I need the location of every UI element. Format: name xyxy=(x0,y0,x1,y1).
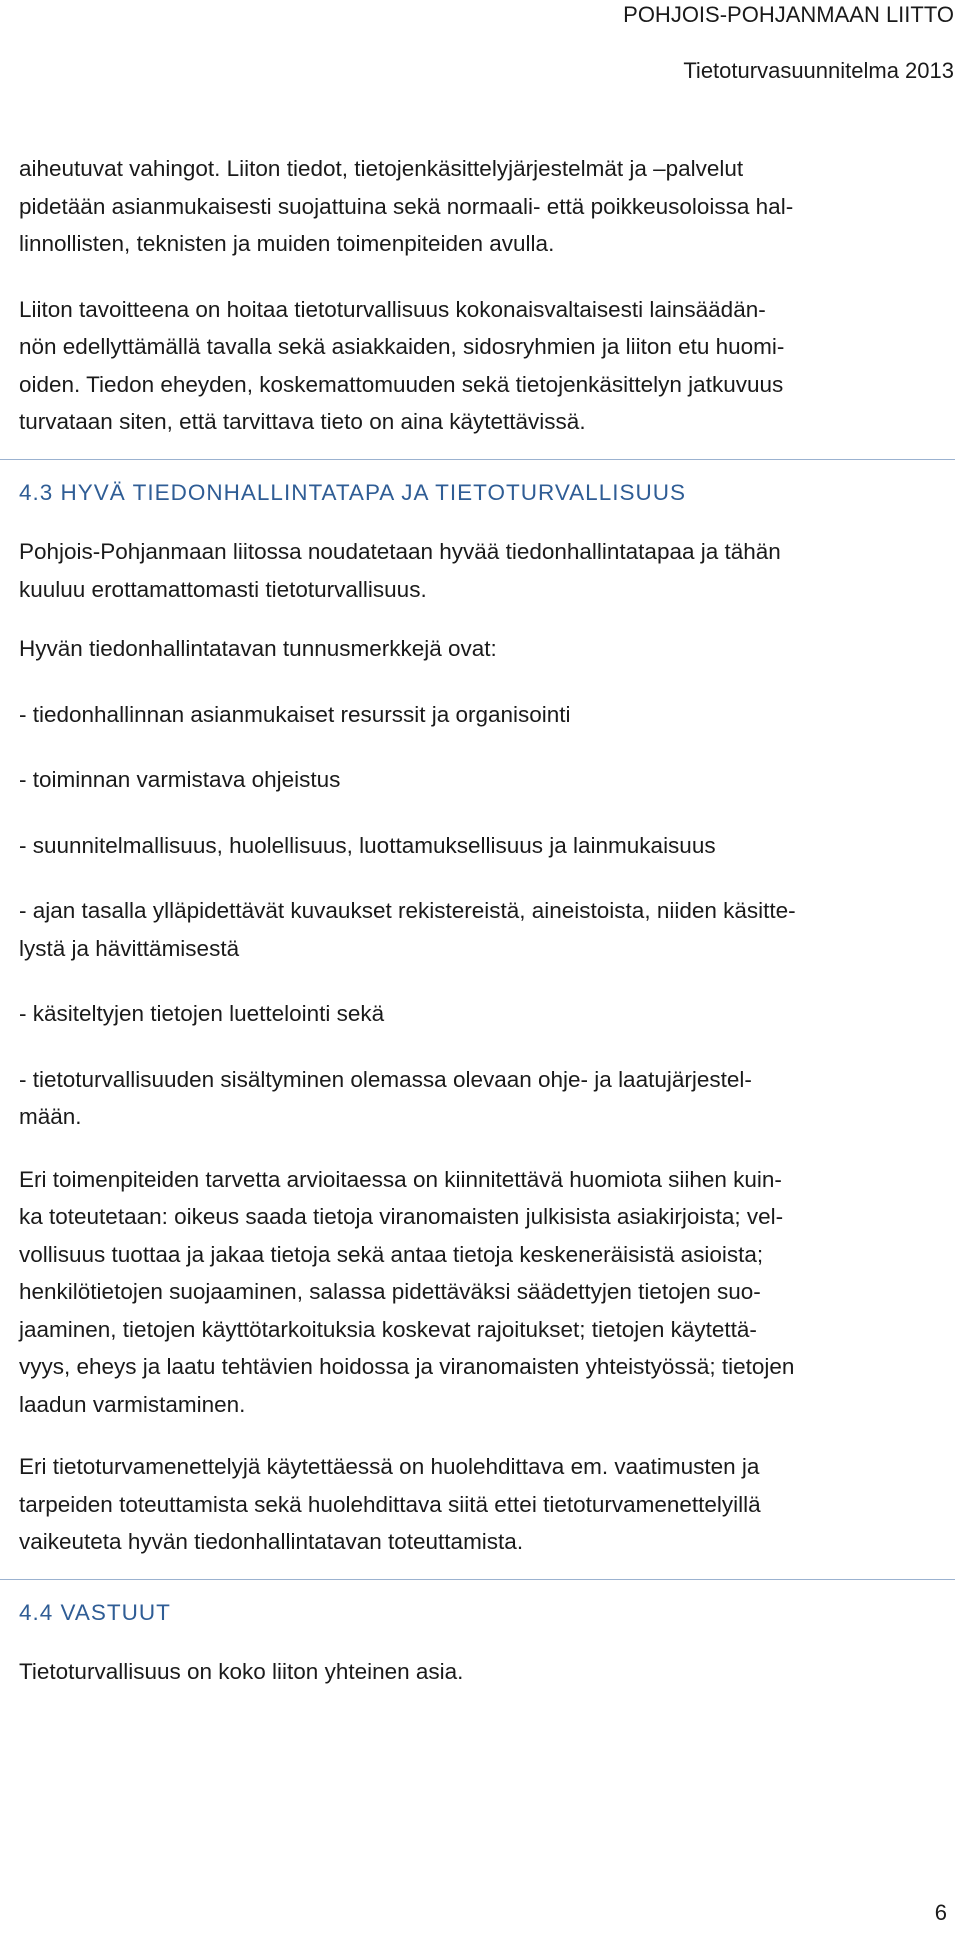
section-number: 4.4 xyxy=(19,1599,54,1625)
paragraph-5-line: laadun varmistaminen. xyxy=(19,1391,246,1417)
paragraph-1-line: aiheutuvat vahingot. Liiton tiedot, tietojenkäsittelyjärjestelmät ja –palvelut xyxy=(19,156,744,181)
paragraph-7: Tietoturvallisuus on koko liiton yhteinen asia. xyxy=(19,1659,464,1684)
page-number: 6 xyxy=(934,1900,947,1925)
section-heading-4-4 xyxy=(19,1579,944,1632)
paragraph-3-line: Pohjois-Pohjanmaan liitossa noudatetaan hyvää tiedonhallintatapaa ja tähän xyxy=(19,539,781,564)
paragraph-6 xyxy=(19,1448,944,1561)
list-item-line: - tietoturvallisuuden sisältyminen olemassa olevaan ohje- ja laatujärjestel- xyxy=(19,1066,752,1092)
list-item xyxy=(19,1061,944,1136)
paragraph-6-line: vaikeuteta hyvän tiedonhallintatavan toteuttamista. xyxy=(19,1529,524,1554)
paragraph-6-line: Eri tietoturvamenettelyjä käytettäessä on huolehdittava em. vaatimusten ja xyxy=(19,1454,760,1479)
list-item-line: mään. xyxy=(19,1104,82,1129)
paragraph-6-line: tarpeiden toteuttamista sekä huolehdittava siitä ettei tietoturvamenettelyillä xyxy=(19,1491,761,1517)
paragraph-2-line: turvataan siten, että tarvittava tieto on aina käytettävissä. xyxy=(19,409,586,434)
paragraph-5-line: Eri toimenpiteiden tarvetta arvioitaessa on kiinnitettävä huomiota siihen kuin- xyxy=(19,1166,782,1192)
list-item-line: - suunnitelmallisuus, huolellisuus, luottamuksellisuus ja lainmukaisuus xyxy=(19,832,716,858)
document-body xyxy=(19,150,944,1691)
heading-rule xyxy=(0,1579,955,1580)
list-item xyxy=(19,761,944,799)
list-item xyxy=(19,892,944,967)
paragraph-4: Hyvän tiedonhallintatavan tunnusmerkkejä ovat: xyxy=(19,636,497,661)
heading-rule xyxy=(0,459,955,460)
section-title: VASTUUT xyxy=(60,1599,171,1625)
paragraph-5-line: ka toteutetaan: oikeus saada tietoja viranomaisten julkisista asiakirjoista; vel- xyxy=(19,1204,784,1229)
paragraph-5-line: vollisuus tuottaa ja jakaa tietoja sekä antaa tietoja keskeneräisistä asioista; xyxy=(19,1241,764,1267)
paragraph-2-line: nön edellyttämällä tavalla sekä asiakkaiden, sidosryhmien ja liiton etu huomi- xyxy=(19,334,785,359)
paragraph-5-line: henkilötietojen suojaaminen, salassa pidettäväksi säädettyjen tietojen suo- xyxy=(19,1279,761,1304)
paragraph-3-line: kuuluu erottamattomasti tietoturvallisuus. xyxy=(19,576,427,602)
paragraph-5-line: vyys, eheys ja laatu tehtävien hoidossa ja viranomaisten yhteistyössä; tietojen xyxy=(19,1354,795,1379)
paragraph-2-line: Liiton tavoitteena on hoitaa tietoturvallisuus kokonaisvaltaisesti lainsäädän- xyxy=(19,296,766,322)
section-number: 4.3 xyxy=(19,479,54,505)
list-item xyxy=(19,827,944,865)
paragraph-5 xyxy=(19,1161,944,1424)
header-document-title: Tietoturvasuunnitelma 2013 xyxy=(683,58,954,83)
header-organization: POHJOIS-POHJANMAAN LIITTO xyxy=(623,2,954,27)
paragraph-3 xyxy=(19,533,944,608)
list-item-line: lystä ja hävittämisestä xyxy=(19,935,240,961)
section-heading-4-3 xyxy=(19,459,944,512)
paragraph-5-line: jaaminen, tietojen käyttötarkoituksia koskevat rajoitukset; tietojen käytettä- xyxy=(19,1316,757,1342)
section-title: HYVÄ TIEDONHALLINTATAPA JA TIETOTURVALLISUUS xyxy=(60,479,686,505)
paragraph-1-line: linnollisten, teknisten ja muiden toimenpiteiden avulla. xyxy=(19,231,555,256)
paragraph-1 xyxy=(19,150,944,263)
list-item-line: - ajan tasalla ylläpidettävät kuvaukset rekistereistä, aineistoista, niiden käsitte- xyxy=(19,898,796,923)
list-item xyxy=(19,696,944,734)
paragraph-2-line: oiden. Tiedon eheyden, koskemattomuuden sekä tietojenkäsittelyn jatkuvuus xyxy=(19,371,784,397)
paragraph-1-line: pidetään asianmukaisesti suojattuina sekä normaali- että poikkeusoloissa hal- xyxy=(19,193,794,219)
list-item xyxy=(19,995,944,1033)
paragraph-2 xyxy=(19,291,944,441)
list-item-line: - toiminnan varmistava ohjeistus xyxy=(19,767,341,792)
list-item-line: - tiedonhallinnan asianmukaiset resurssit ja organisointi xyxy=(19,701,571,727)
list-item-line: - käsiteltyjen tietojen luettelointi sekä xyxy=(19,1001,385,1026)
